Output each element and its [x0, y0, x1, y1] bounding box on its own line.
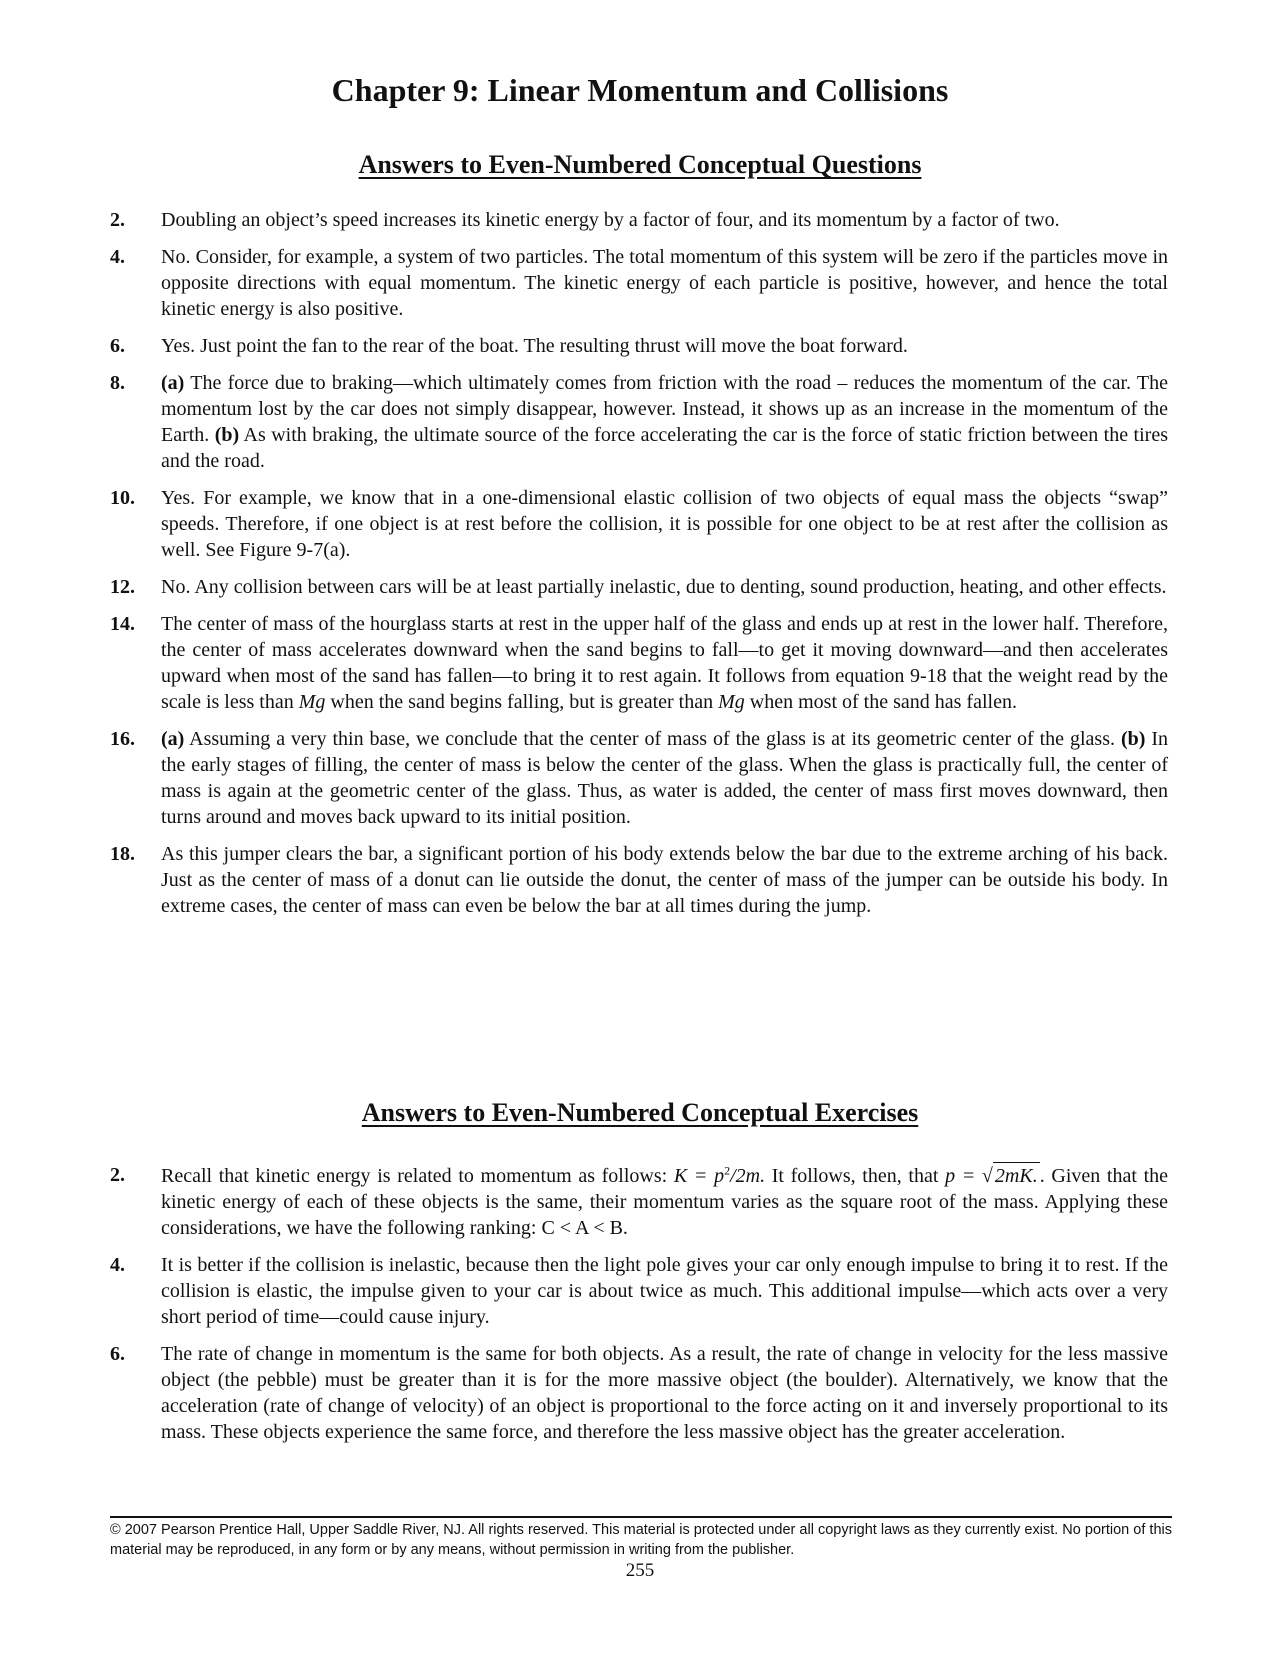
question-item — [110, 726, 1168, 830]
item-number: 4. — [110, 1254, 125, 1276]
chapter-title: Chapter 9: Linear Momentum and Collisions — [331, 72, 949, 108]
sqrt-symbol: √ — [981, 1165, 993, 1187]
item-number: 14. — [110, 613, 135, 635]
part-b-text: In the early stages of filling, the center of mass is below the center of the glass. When the glass is practically full, the center of mass is again at the geometric center of the glass. Thus, as water is added, the center of mass first moves downward, then turns around and moves back upward to its initial position. — [161, 728, 1168, 828]
question-item — [110, 611, 1168, 715]
equation-root: 2mK. — [993, 1162, 1040, 1189]
exercises-heading: Answers to Even-Numbered Conceptual Exercises — [361, 1098, 919, 1127]
part-b-label: (b) — [214, 424, 240, 446]
question-item — [110, 370, 1168, 474]
item-text: . Given that the kinetic energy of each of these objects is the same, their momentum varies as the square root of the mass. Applying these considerations, we have the following ranking: C < A < B. — [161, 1165, 1169, 1239]
questions-heading: Answers to Even-Numbered Conceptual Questions — [358, 150, 922, 179]
item-text: As this jumper clears the bar, a significant portion of his body extends below the bar due to the extreme arching of his back. Just as the center of mass of a donut can lie outside the donut, the center of mass of the jumper can be outside his body. In extreme cases, the center of mass can even be below the bar at all times during the jump. — [161, 843, 1168, 917]
item-text: Yes. For example, we know that in a one-dimensional elastic collision of two objects of equal mass the objects “swap” speeds. Therefore, if one object is at rest before the collision, it is possible for one object to be at rest after the collision as well. See Figure 9-7(a). — [161, 487, 1168, 561]
part-a-label: (a) — [161, 372, 185, 394]
math-mg: Mg — [718, 691, 745, 713]
item-number: 4. — [110, 246, 125, 268]
equation-exponent: 2 — [724, 1163, 731, 1178]
exercise-item — [110, 1162, 1168, 1241]
item-text: when most of the sand has fallen. — [744, 691, 1017, 713]
item-number: 6. — [110, 335, 125, 357]
item-number: 10. — [110, 487, 135, 509]
item-text: No. Any collision between cars will be at least partially inelastic, due to denting, sound production, heating, and other effects. — [161, 576, 1167, 598]
math-mg: Mg — [298, 691, 326, 713]
item-number: 8. — [110, 372, 125, 394]
item-number: 2. — [110, 209, 125, 231]
page-number: 255 — [625, 1560, 655, 1581]
part-b-text: As with braking, the ultimate source of the force accelerating the car is the force of static friction between the tires and the road. — [161, 424, 1168, 472]
question-item — [110, 841, 1168, 919]
item-text: Yes. Just point the fan to the rear of the boat. The resulting thrust will move the boat forward. — [161, 335, 908, 357]
item-number: 18. — [110, 843, 135, 865]
exercise-item — [110, 1341, 1168, 1445]
question-item — [110, 333, 1168, 359]
question-item — [110, 485, 1168, 563]
item-text: when the sand begins falling, but is greater than — [325, 691, 719, 713]
item-number: 12. — [110, 576, 135, 598]
footer-divider — [110, 1516, 1172, 1518]
question-item — [110, 574, 1168, 600]
part-a-text: The force due to braking—which ultimately comes from friction with the road – reduces the momentum of the car. The momentum lost by the car does not simply disappear, however. Instead, it shows up as an increase in the momentum of the Earth. — [161, 372, 1168, 446]
item-text: Doubling an object’s speed increases its kinetic energy by a factor of four, and its momentum by a factor of two. — [161, 209, 1060, 231]
exercises-list — [110, 1162, 1168, 1456]
questions-list — [110, 207, 1168, 930]
equation-kinetic-energy: K = p — [673, 1165, 725, 1187]
equation-kinetic-energy-rest: /2m. — [730, 1165, 766, 1187]
item-text: It is better if the collision is inelastic, because then the light pole gives your car only enough impulse to bring it to rest. If the collision is elastic, the impulse given to your car is about twice as much. This additional impulse—which acts over a very short period of time—could cause injury. — [161, 1254, 1168, 1328]
question-item — [110, 207, 1168, 233]
item-number: 2. — [110, 1164, 125, 1186]
part-a-text: Assuming a very thin base, we conclude that the center of mass of the glass is at its geometric center of the glass. — [184, 728, 1121, 750]
item-text: The rate of change in momentum is the same for both objects. As a result, the rate of change in velocity for the less massive object (the pebble) must be greater than it is for the more massive object (the boulder). Alternatively, we know that the acceleration (rate of change of velocity) of an object is proportional to the force acting on it and inversely proportional to its mass. These objects experience the same force, and therefore the less massive object has the greater acceleration. — [161, 1343, 1168, 1443]
part-a-label: (a) — [161, 728, 185, 750]
copyright-notice: © 2007 Pearson Prentice Hall, Upper Saddle River, NJ. All rights reserved. This material is protected under all copyright laws as they currently exist. No portion of this material may be reproduced, in any form or by any means, without permission in writing from the publisher. — [110, 1522, 1172, 1558]
question-item — [110, 244, 1168, 322]
item-number: 6. — [110, 1343, 125, 1365]
item-text: No. Consider, for example, a system of two particles. The total momentum of this system will be zero if the particles move in opposite directions with equal momentum. The kinetic energy of each particle is positive, however, and hence the total kinetic energy is also positive. — [161, 246, 1168, 320]
item-text: It follows, then, that — [765, 1165, 946, 1187]
item-text: The center of mass of the hourglass starts at rest in the upper half of the glass and ends up at rest in the lower half. Therefore, the center of mass accelerates downward when the sand begins to fall—to get it moving downward—and then accelerates upward when most of the sand has fallen—to bring it to rest again. It follows from equation 9-18 that the weight read by the scale is less than — [161, 613, 1168, 713]
equation-momentum: p = — [945, 1165, 982, 1187]
part-b-label: (b) — [1120, 728, 1146, 750]
exercise-item — [110, 1252, 1168, 1330]
item-text: Recall that kinetic energy is related to momentum as follows: — [161, 1165, 674, 1187]
item-number: 16. — [110, 728, 135, 750]
